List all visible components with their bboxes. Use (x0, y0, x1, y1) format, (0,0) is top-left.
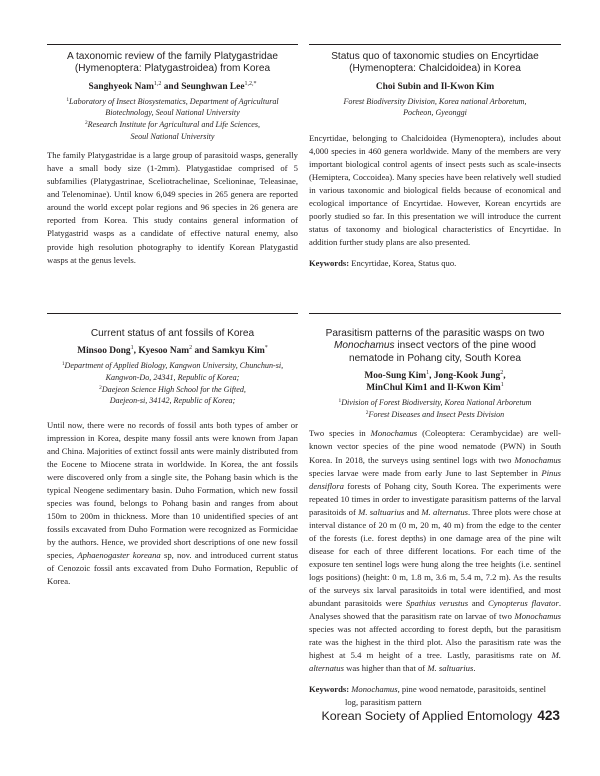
affiliation-line: $^1$Division of Forest Biodiversity, Korea National Arboretum (338, 398, 532, 408)
abstract-monochamus-parasitism (309, 328, 561, 709)
abstract-ant-fossils (47, 328, 298, 588)
abstract-body: Encyrtidae, belonging to Chalcidoidea (Hymenoptera), includes about 4,000 species in 460 genera worldwide. Many of the members are very important biological control agents of insect pests such as scale-insects (Hemiptera, Coccoidea). Many species have been relatively well studied in various taxonomic and biological fields because of economical and ecological importance of Encyrtidae. However, Korean encyrtids are poorly studied so far. In this presentation we will introduce the current status of taxonomy and biological characteristics of Encyrtidae. In addition further study plans are also presented. (309, 133, 561, 248)
abstract-authors: Choi Subin and Il-Kwon Kim (375, 81, 495, 92)
footer-society-name: Korean Society of Applied Entomology (321, 709, 533, 723)
abstract-keywords (309, 257, 561, 270)
title-line: (Hymenoptera: Chalcidoidea) in Korea (349, 63, 521, 75)
top-right-rule (309, 44, 561, 45)
title-line: Current status of ant fossils of Korea (90, 328, 255, 339)
abstract-body: Two species in Monochamus (Coleoptera: Cerambycidae) are well-known vector species of the pine wood nematode (PWN) in South Korea. In 2018, the surveys using sentinel logs with two Monochamus species larvae were made from early June to last September in Pinus densiflora forests of Pohang city, South Korea. The experiments were repeated 10 times in order to investigate parasitism patterns of the larval parasitoids of M. saltuarius and M. alternatus. Three plots were chose at interval distance of 20 m (0 m, 20 m, 40 m) from the edge to the center of the forests (i.e. forest depths) in one damage area of the pine wilt disease for each of three different locations. For each time of the exposure ten sentinel logs were hung along the tree heights (i.e. sentinel logs positions) (height: 0 m, 1.8 m, 3.6 m, 5.4 m, 7.2 m). As the results of the surveys six larval parasitoids in total were identified, and most abundant parasitoids were Spathius verustus and Cynopterus flavator. Analyses showed that the parasitism rate on larvae of two Monochamus species was not affected according to forest depth, but the parasitism rate was the highest in the third plot. Also the parasitism rate was the highest at 5.4 m height of a tree. Lastly, parasitisms rate on M. alternatus was higher than that of M. saltuarius. (309, 428, 561, 674)
abstract-body: The family Platygastridae is a large group of parasitoid wasps, generally have a small body size (1-2mm). Platygastidae comprised of 5 subfamilies (Platygastrinae, Sceliotrachelinae, Scelioninae, Teleasinae, and Telenominae). Until know 6,049 species in 265 genera are reported around the world except polar regions and 96 species in 26 genera are reported from Korea. This study contains general information of Platygastrid wasps as a candidate of effective natural enemy, also provide high resolution photography to identify Korean Platygastid wasps at the genus levels. (47, 150, 298, 265)
title-line: nematode in Pohang city, South Korea (348, 352, 522, 364)
affiliation-line: Forest Biodiversity Division, Korea national Arboretum, (343, 96, 527, 106)
abstract-keywords (309, 683, 561, 709)
abstract-authors: Moo-Sung Kim$^1$, Jong-Kook Jung$^2$, MinChul Kim1 and Il-Kwon Kim$^1$ (364, 370, 506, 394)
abstract-affiliations (309, 397, 561, 420)
abstract-encyrtidae (309, 51, 561, 270)
abstract-authors: Sanghyeok Nam$^{1,2}$ and Seunghwan Lee$^{1,2,*}$ (88, 80, 257, 92)
title-line: Status quo of taxonomic studies on Encyrtidae (331, 51, 539, 62)
page-footer (300, 707, 560, 731)
affiliation-line: Biotechnology, Seoul National University (105, 108, 240, 118)
mid-left-rule (47, 313, 298, 314)
abstract-title (309, 328, 561, 365)
title-line: A taxonomic review of the family Platygastridae (67, 51, 278, 62)
affiliation-line: $^1$Laboratory of Insect Biosystematics, Department of Agricultural (66, 96, 279, 106)
affiliation-line: Seoul National University (130, 131, 215, 141)
abstract-title (47, 328, 298, 340)
abstract-affiliations (47, 96, 298, 142)
keywords-text: Encyrtidae, Korea, Status quo. (349, 258, 457, 269)
affiliation-line: $^2$Forest Diseases and Insect Pests Division (365, 409, 505, 419)
affiliation-line: Pocheon, Gyeonggi (403, 108, 467, 118)
affiliation-line: $^1$Department of Applied Biology, Kangwon University, Chunchun-si, (61, 361, 284, 371)
abstract-affiliations (47, 360, 298, 406)
abstract-title (309, 51, 561, 76)
affiliation-line: Daejeon-si, 34142, Republic of Korea; (109, 396, 236, 406)
top-left-rule (47, 44, 298, 45)
affiliation-line: $^2$Daejeon Science High School for the Gifted, (99, 384, 246, 394)
abstract-affiliations (309, 96, 561, 119)
title-line: Monochamus insect vectors of the pine wood (334, 340, 536, 352)
keywords-label: Keywords: (309, 684, 350, 695)
page-number: 423 (537, 708, 560, 723)
affiliation-line: $^2$Research Institute for Agricultural and Life Sciences, (84, 120, 261, 129)
abstract-body: Until now, there were no records of fossil ants both types of amber or impression in Korea, despite many fossil ants were known from Japan and China. Majorities of extinct fossil ants were mainly distributed from the Eocene to Miocene strata in worldwide. In Korea, the ant fossils were discovered only from a single site, the Pohang basin which is the typical Neogene sedimentary basin. Duho Formation, which new fossil species was found, belongs to Pohang basin and ranges from about 150m to 200m in thickness. More than 10 unidentified species of ant fossils excavated from Duho Formation were recognized as Formicidae by the authors. Hence, we provided short descriptions of one new fossil species, Aphaenogaster koreana sp, nov. and introduced current status of Cenozoic fossil ants excavated from Duho Formation, Republic of Korea. (47, 419, 298, 587)
affiliation-line: Kangwon-Do, 24341, Republic of Korea; (105, 373, 240, 382)
abstract-title (47, 51, 298, 76)
keywords-label: Keywords: (309, 258, 350, 269)
abstract-authors: Minsoo Dong$^1$, Kyesoo Nam$^2$ and Samkyu Kim* (77, 345, 268, 357)
abstract-platygastridae (47, 51, 298, 267)
keywords-continuation: log, parasitism pattern (345, 697, 422, 708)
keywords-text: Monochamus, pine wood nematode, parasitoids, sentinel (351, 684, 547, 695)
mid-right-rule (309, 313, 561, 314)
title-line: Parasitism patterns of the parasitic wasps on two (325, 328, 545, 339)
title-line: (Hymenoptera: Platygastroidea) from Korea (74, 63, 271, 75)
